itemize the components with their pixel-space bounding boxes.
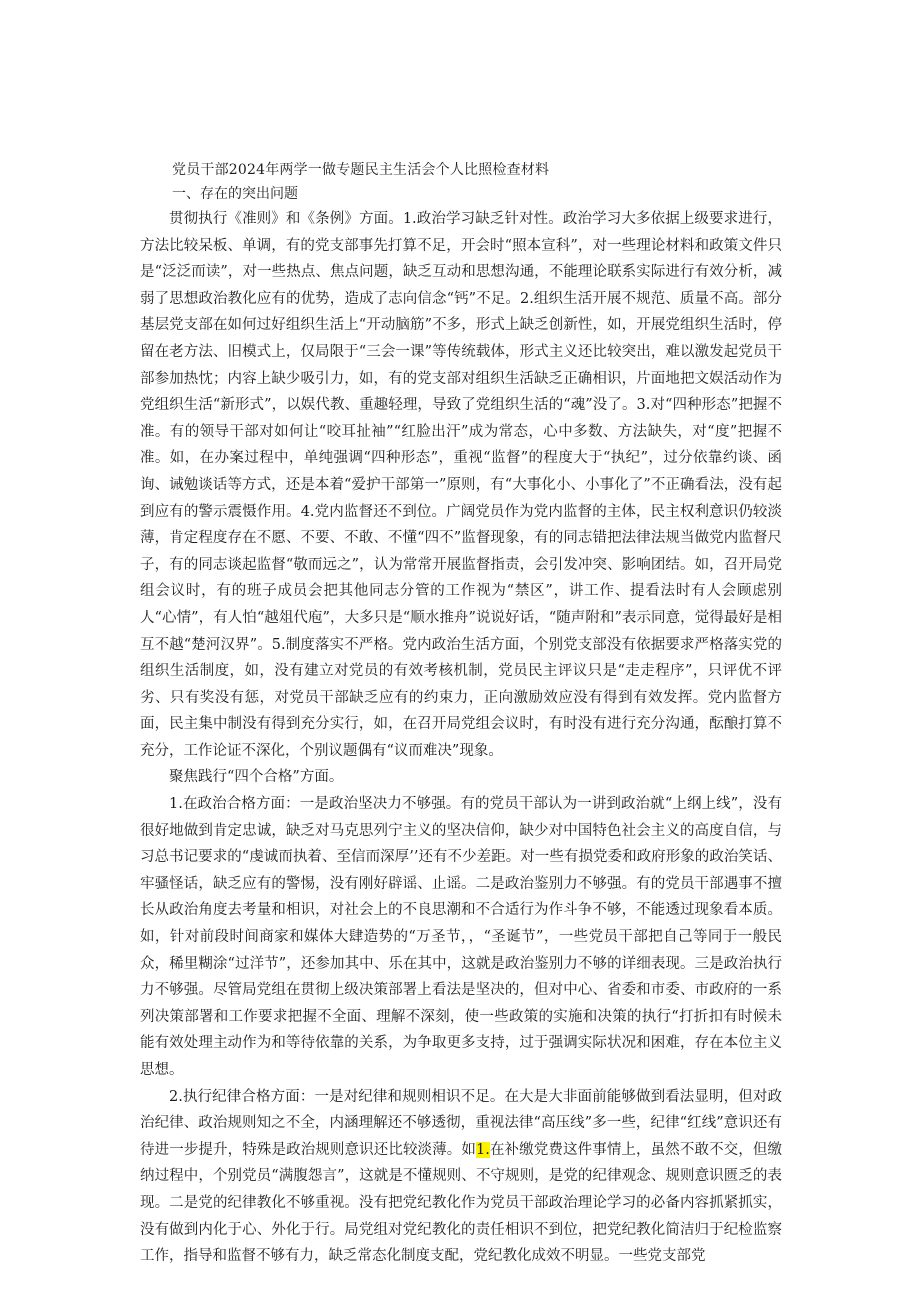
document-title: 党员干部2024年两学一做专题民主生活会个人比照检查材料: [172, 162, 550, 178]
paragraph-political-qualified: 1.在政治合格方面：一是政治坚决力不够强。有的党员干部认为一讲到政治就“上纲上线”，没有很好地做到肯定忠诚，缺乏对马克思列宁主义的坚决信仰，缺少对中国特色社会主义的高度自信，与习总书记要求的“虔诚而执着、至信而深厚’’还有不少差距。对一些有损党委和政府形象的政治笑话、牢骚怪话，缺乏应有的警惕，没有刚好辟谣、止谣。二是政治鉴别力不够强。有的党员干部遇事不擅长从政治角度去考量和相识，对社会上的不良思潮和不合适行为作斗争不够，不能透过现象看本质。如，针对前段时间商家和媒体大肆造势的“万圣节，，“圣诞节”，一些党员干部把自己等同于一般民众，稀里糊涂“过洋节”，还参加其中、乐在其中，这就是政治鉴别力不够的详细表现。三是政治执行力不够强。尽管局党组在贯彻上级决策部署上看法是坚决的，但对中心、省委和市委、市政府的一系列决策部署和工作要求把握不全面、理解不深刻，使一些政策的实施和决策的执行“打折扣有时候未能有效处理主动作为和等待依靠的关系，为争取更多支持，过于强调实际状况和困难，存在本位主义思想。: [140, 796, 782, 1078]
paragraph-discipline-qualified: [140, 1084, 782, 1270]
document-page: [140, 158, 782, 1270]
highlighted-text: 1.: [476, 1141, 490, 1158]
paragraph-party-rules: 贯彻执行《准则》和《条例》方面。1.政治学习缺乏针对性。政治学习大多依据上级要求进行，方法比较呆板、单调，有的党支部事先打算不足，开会时“照本宣科”，对一些理论材料和政策文件只是“泛泛而读”，对一些热点、焦点问题，缺乏互动和思想沟通，不能理论联系实际进行有效分析，减弱了思想政治教化应有的优势，造成了志向信念“钙”不足。2.组织生活开展不规范、质量不高。部分基层党支部在如何过好组织生活上“开动脑筋”不多，形式上缺乏创新性，如，开展党组织生活时，停留在老方法、旧模式上，仅局限于“三会一课”等传统载体，形式主义还比较突出，难以激发起党员干部参加热忱；内容上缺少吸引力，如，有的党支部对组织生活缺乏正确相识，片面地把文娱活动作为党组织生活“新形式”，以娱代教、重趣轻理，导致了党组织生活的“魂”没了。3.对“四种形态”把握不准。有的领导干部对如何让“咬耳扯袖”“红脸出汗”成为常态，心中多数、方法缺失，对“度”把握不准。如，在办案过程中，单纯强调“四种形态”，重视“监督”的程度大于“执纪”，过分依靠约谈、函询、诫勉谈话等方式，还是本着“爱护干部第一”原则，有“大事化小、小事化了”不正确看法，没有起到应有的警示震慑作用。4.党内监督还不到位。广阔党员作为党内监督的主体，民主权利意识仍较淡薄，肯定程度存在不愿、不要、不敢、不懂“四不”监督现象，有的同志错把法律法规当做党内监督尺子，有的同志谈起监督“敬而远之”，认为常常开展监督指责，会引发冲突、影响团结。如，召开局党组会议时，有的班子成员会把其他同志分管的工作视为“禁区”，讲工作、提看法时有人会顾虑别人“心情”，有人怕“越俎代庖”，大多只是“顺水推舟”说说好话，“随声附和”表示同意，觉得最好是相互不越“楚河汉界”。5.制度落实不严格。党内政治生活方面，个别党支部没有依据要求严格落实党的组织生活制度，如，没有建立对党员的有效考核机制，党员民主评议只是“走走程序”，只评优不评劣、只有奖没有惩，对党员干部缺乏应有的约束力，正向激励效应没有得到有效发挥。党内监督方面，民主集中制没有得到充分实行，如，在召开局党组会议时，有时没有进行充分沟通，酝酿打算不充分，工作论证不深化，个别议题偶有“议而难决”现象。: [140, 211, 782, 759]
paragraph-text-before-highlight: 2.执行纪律合格方面：一是对纪律和规则相识不足。在大是大非面前能够做到看法显明，但对政治纪律、政治规则知之不全，内涵理解还不够透彻，重视法律“高压线”多一些，纪律“红线”意识还有待进一步提升，特殊是政治规则意识还比较淡薄。如: [140, 1088, 782, 1158]
section-heading-problems: 一、存在的突出问题: [172, 186, 298, 202]
paragraph-text-after-highlight: 在补缴党费这件事情上，虽然不敢不交，但缴纳过程中，个别党员“满腹怨言”，这就是不懂规则、不守规则，是党的纪律观念、规则意识匮乏的表现。二是党的纪律教化不够重视。没有把党纪教化作为党员干部政治理论学习的必备内容抓紧抓实，没有做到内化于心、外化于行。局党组对党纪教化的责任相识不到位，把党纪教化简洁归于纪检监察工作，指导和监督不够有力，缺乏常态化制度支配，党纪教化成效不明显。一些党支部党: [140, 1141, 783, 1265]
paragraph-four-qualified-heading: 聚焦践行“四个合格”方面。: [169, 769, 344, 786]
